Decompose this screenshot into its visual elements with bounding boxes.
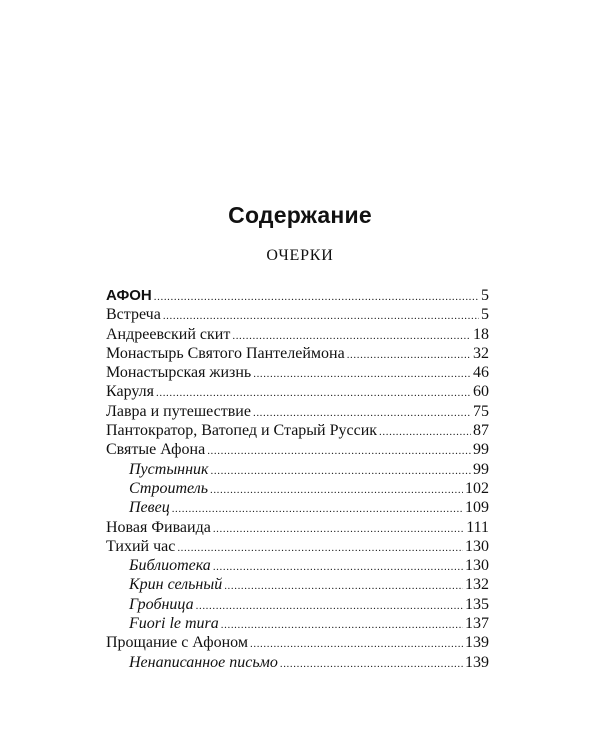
toc-entry-page-number: 46 — [473, 364, 489, 382]
dot-leader — [347, 346, 471, 365]
dot-leader — [154, 288, 479, 307]
toc-entry — [106, 460, 489, 479]
dot-leader — [250, 635, 463, 654]
toc-entry-page-number: 109 — [465, 499, 489, 517]
toc-entry — [106, 498, 489, 517]
toc-entry-page-number: 99 — [473, 460, 489, 478]
dot-leader — [177, 539, 463, 558]
toc-entry-title: Строитель — [129, 479, 208, 497]
dot-leader — [213, 558, 463, 577]
toc-entry — [106, 286, 489, 305]
toc-entry-page-number: 139 — [465, 634, 489, 652]
toc-entry — [106, 363, 489, 382]
toc-entry-title: Новая Фиваида — [106, 518, 211, 536]
toc-entry-title: Певец — [129, 499, 170, 517]
toc-entry-title: Тихий час — [106, 537, 176, 555]
toc-entry-page-number: 87 — [473, 422, 489, 440]
toc-entry-title: Лавра и путешествие — [106, 402, 251, 420]
toc-entry — [106, 479, 489, 498]
toc-entry — [106, 382, 489, 401]
dot-leader — [221, 616, 463, 635]
toc-entry — [106, 575, 489, 594]
toc-entry-title: Каруля — [106, 383, 154, 401]
toc-entry — [106, 633, 489, 652]
toc-entry-page-number: 102 — [465, 479, 489, 497]
dot-leader — [379, 423, 471, 442]
table-of-contents — [106, 286, 489, 672]
toc-entry — [106, 653, 489, 672]
toc-entry-page-number: 5 — [481, 306, 489, 324]
toc-entry-title: Встреча — [106, 306, 161, 324]
toc-entry-title: Ненаписанное письмо — [129, 653, 278, 671]
dot-leader — [213, 520, 464, 539]
toc-entry — [106, 344, 489, 363]
toc-entry-page-number: 32 — [473, 344, 489, 362]
dot-leader — [224, 577, 463, 596]
toc-entry-title: Библиотека — [129, 557, 211, 575]
toc-entry-title: Монастырская жизнь — [106, 364, 252, 382]
toc-entry-page-number: 130 — [465, 557, 489, 575]
toc-entry-page-number: 130 — [465, 537, 489, 555]
dot-leader — [172, 500, 463, 519]
toc-entry-title: Гробница — [129, 595, 194, 613]
toc-entry-title: Прощание с Афоном — [106, 634, 248, 652]
toc-entry — [106, 537, 489, 556]
page-title: Содержание — [228, 202, 372, 228]
toc-entry — [106, 614, 489, 633]
toc-entry-title: Пустынник — [129, 460, 209, 478]
toc-entry-title: Монастырь Святого Пантелеймона — [106, 344, 345, 362]
toc-entry-page-number: 5 — [481, 287, 489, 304]
toc-entry — [106, 518, 489, 537]
toc-entry-page-number: 18 — [473, 325, 489, 343]
dot-leader — [211, 462, 471, 481]
toc-entry-title: Fuori le mura — [129, 615, 219, 633]
toc-entry — [106, 421, 489, 440]
toc-entry-title: Святые Афона — [106, 441, 206, 459]
toc-entry-title: АФОН — [106, 287, 152, 304]
toc-entry — [106, 556, 489, 575]
section-heading: ОЧЕРКИ — [266, 247, 334, 264]
toc-entry-page-number: 132 — [465, 576, 489, 594]
toc-entry-title: Крин сельный — [129, 576, 223, 594]
dot-leader — [210, 481, 463, 500]
toc-entry-page-number: 60 — [473, 383, 489, 401]
toc-entry — [106, 440, 489, 459]
dot-leader — [196, 597, 463, 616]
dot-leader — [207, 442, 471, 461]
toc-entry-page-number: 137 — [465, 615, 489, 633]
toc-entry-page-number: 135 — [465, 595, 489, 613]
toc-entry — [106, 595, 489, 614]
toc-entry — [106, 305, 489, 324]
toc-entry-page-number: 99 — [473, 441, 489, 459]
toc-entry-title: Пантократор, Ватопед и Старый Руссик — [106, 422, 378, 440]
dot-leader — [280, 655, 463, 674]
toc-entry-page-number: 111 — [466, 518, 489, 536]
toc-entry — [106, 325, 489, 344]
toc-entry-page-number: 139 — [465, 653, 489, 671]
toc-entry-title: Андреевский скит — [106, 325, 231, 343]
dot-leader — [253, 365, 471, 384]
toc-entry-page-number: 75 — [473, 402, 489, 420]
toc-entry — [106, 402, 489, 421]
